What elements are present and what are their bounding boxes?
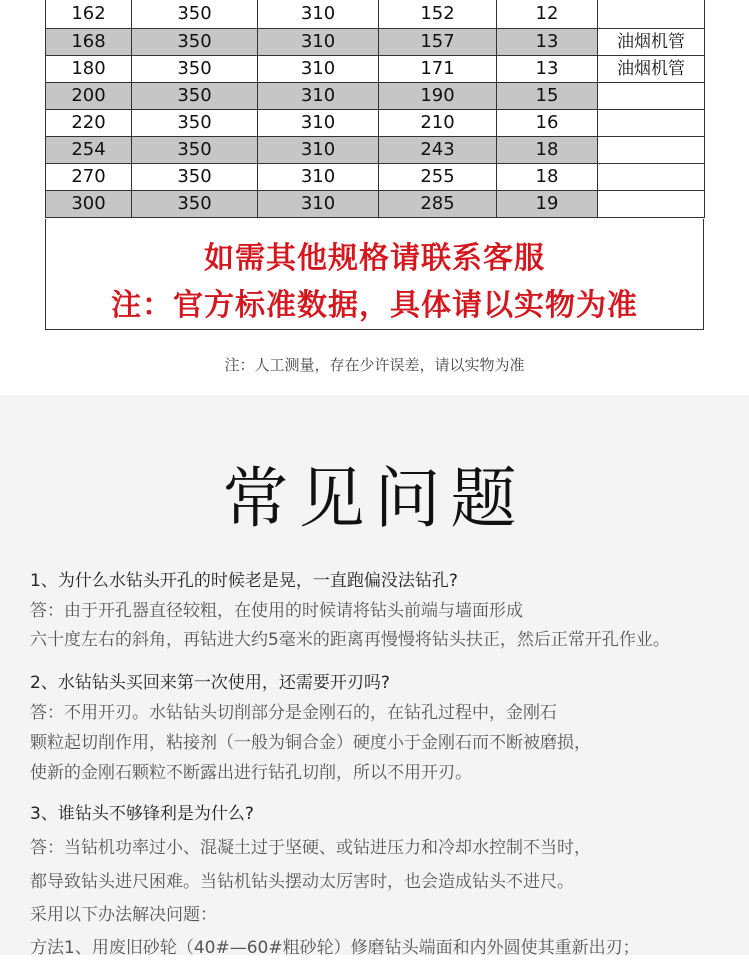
cell-diameter: 168 (46, 29, 132, 56)
cell-length: 350 (132, 191, 258, 218)
table-row (46, 29, 705, 56)
spec-section (0, 0, 749, 395)
cell-effective-length: 310 (258, 191, 379, 218)
table-row (46, 0, 705, 29)
cell-teeth: 19 (497, 191, 598, 218)
faq-section (0, 395, 749, 958)
cell-inner-diameter: 285 (379, 191, 497, 218)
cell-inner-diameter: 190 (379, 83, 497, 110)
cell-teeth: 13 (497, 29, 598, 56)
faq-answer-1-line-2: 六十度左右的斜角，再钻进大约5毫米的距离再慢慢将钻头扶正，然后正常开孔作业。 (30, 630, 670, 650)
cell-diameter: 200 (46, 83, 132, 110)
cell-length: 350 (132, 29, 258, 56)
cell-diameter: 270 (46, 164, 132, 191)
cell-length: 350 (132, 83, 258, 110)
cell-effective-length: 310 (258, 164, 379, 191)
cell-teeth: 13 (497, 56, 598, 83)
faq-answer-2-line-2: 颗粒起切削作用，粘接剂（一般为铜合金）硬度小于金刚石而不断被磨损， (30, 733, 591, 753)
cell-inner-diameter: 171 (379, 56, 497, 83)
cell-diameter: 254 (46, 137, 132, 164)
faq-answer-2-line-3: 使新的金刚石颗粒不断露出进行钻孔切削，所以不用开刃。 (30, 763, 472, 783)
cell-length: 350 (132, 0, 258, 29)
faq-answer-3-line-3: 采用以下办法解决问题： (30, 905, 217, 925)
table-row (46, 56, 705, 83)
cell-inner-diameter: 210 (379, 110, 497, 137)
cell-diameter: 180 (46, 56, 132, 83)
faq-answer-3-line-4: 方法1、用废旧砂轮（40#—60#粗砂轮）修磨钻头端面和内外圆使其重新出刃； (30, 938, 640, 958)
faq-question-2: 2、水钻钻头买回来第一次使用，还需要开刃吗? (30, 673, 390, 693)
table-row (46, 164, 705, 191)
cell-length: 350 (132, 56, 258, 83)
notice-contact-service: 如需其他规格请联系客服 (204, 241, 545, 276)
faq-answer-1-line-1: 答：由于开孔器直径较粗，在使用的时候请将钻头前端与墙面形成 (30, 601, 523, 621)
table-row (46, 83, 705, 110)
faq-answer-3-line-2: 都导致钻头进尺困难。当钻机钻头摆动太厉害时，也会造成钻头不进尺。 (30, 872, 574, 892)
cell-teeth: 18 (497, 164, 598, 191)
cell-teeth: 12 (497, 0, 598, 29)
spec-table (45, 0, 705, 218)
cell-effective-length: 310 (258, 0, 379, 29)
notice-box (45, 219, 704, 330)
cell-teeth: 15 (497, 83, 598, 110)
cell-effective-length: 310 (258, 29, 379, 56)
cell-diameter: 162 (46, 0, 132, 29)
cell-note (598, 137, 705, 164)
cell-effective-length: 310 (258, 110, 379, 137)
cell-inner-diameter: 255 (379, 164, 497, 191)
table-row (46, 191, 705, 218)
cell-effective-length: 310 (258, 56, 379, 83)
notice-official-data: 注：官方标准数据，具体请以实物为准 (111, 288, 638, 323)
table-row (46, 137, 705, 164)
cell-inner-diameter: 152 (379, 0, 497, 29)
cell-note (598, 164, 705, 191)
faq-title: 常见问题 (222, 460, 527, 537)
cell-effective-length: 310 (258, 83, 379, 110)
cell-note: 油烟机管 (598, 29, 705, 56)
table-row (46, 110, 705, 137)
cell-teeth: 16 (497, 110, 598, 137)
cell-length: 350 (132, 164, 258, 191)
cell-diameter: 220 (46, 110, 132, 137)
cell-inner-diameter: 243 (379, 137, 497, 164)
faq-question-3: 3、谁钻头不够锋利是为什么? (30, 804, 254, 824)
measurement-caption: 注：人工测量，存在少许误差，请以实物为准 (224, 356, 525, 374)
cell-note (598, 110, 705, 137)
faq-answer-3-line-1: 答：当钻机功率过小、混凝土过于坚硬、或钻进压力和冷却水控制不当时， (30, 838, 591, 858)
faq-answer-2-line-1: 答：不用开刃。水钻钻头切削部分是金刚石的，在钻孔过程中，金刚石 (30, 703, 557, 723)
cell-note (598, 83, 705, 110)
cell-effective-length: 310 (258, 137, 379, 164)
faq-question-1: 1、为什么水钻头开孔的时候老是晃，一直跑偏没法钻孔? (30, 571, 458, 591)
cell-inner-diameter: 157 (379, 29, 497, 56)
cell-teeth: 18 (497, 137, 598, 164)
cell-diameter: 300 (46, 191, 132, 218)
cell-length: 350 (132, 110, 258, 137)
cell-note (598, 0, 705, 29)
cell-note: 油烟机管 (598, 56, 705, 83)
cell-length: 350 (132, 137, 258, 164)
cell-note (598, 191, 705, 218)
